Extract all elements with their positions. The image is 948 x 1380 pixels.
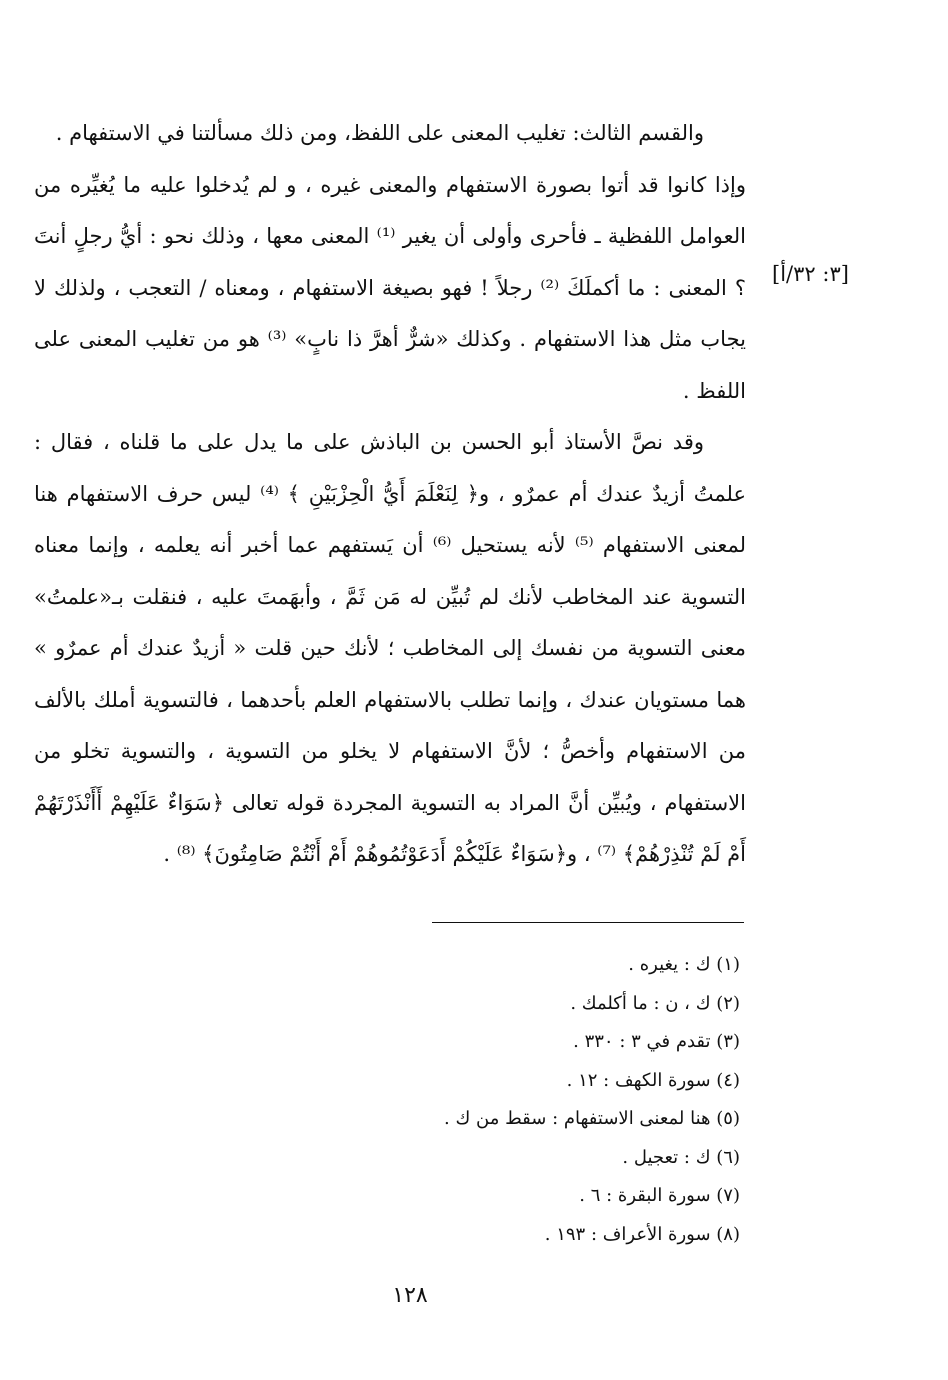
paragraph-3: وقد نصَّ الأستاذ أبو الحسن بن الباذش على ما يدل على ما قلناه ، فقال : علمتُ أزيدٌ عندك أم عمرٌو ، و﴿ لِنَعْلَمَ أَيُّ الْحِزْبَيْنِ ﴾ ⁽⁴⁾ ليس حرف الاستفهام هنا لمعنى الاستفهام ⁽⁵⁾ لأنه يستحيل ⁽⁶⁾ أن يَستفهم عما أخبر أنه يعلمه ، وإنما معناه التسوية عند المخاطب لأنك لم تُبيِّن له مَن ثَمَّ ، وأبهَمتَ عليه ، فنقلت بـ«علمتُ» معنى التسوية من نفسك إلى المخاطب ؛ لأنك حين قلت « أزيدٌ عندك أم عمرٌو » هما مستويان عندك ، وإنما تطلب بالاستفهام العلم بأحدهما ، فالتسوية أملك بالألف من الاستفهام وأخصُّ ؛ لأنَّ الاستفهام لا يخلو من التسوية ، والتسوية تخلو من الاستفهام ، ويُبيِّن أنَّ المراد به التسوية المجردة قوله تعالى ﴿سَوَاءٌ عَلَيْهِمْ أَأَنْذَرْتَهُمْ أَمْ لَمْ تُنْذِرْهُمْ﴾ ⁽⁷⁾ ، و﴿سَوَاءٌ عَلَيْكُمْ أَدَعَوْتُمُوهُمْ أَمْ أَنْتُمْ صَامِتُونَ﴾ ⁽⁸⁾ . <box>34 430 746 866</box>
main-text <box>34 108 746 881</box>
margin-reference: [٣: ٣٢/أ] <box>772 262 849 286</box>
footnote-item: (٦) ك : تعجيل . <box>622 1146 740 1168</box>
footnote-divider <box>432 922 744 923</box>
footnotes-list <box>300 946 740 1254</box>
paragraph-2: وإذا كانوا قد أتوا بصورة الاستفهام والمعنى غيره ، و لم يُدخلوا عليه ما يُغيِّره من العوامل اللفظية ـ فأحرى وأولى أن يغير ⁽¹⁾ المعنى معها ، وذلك نحو : أيُّ رجلٍ أنتَ ؟ المعنى : ما أكملَكَ ⁽²⁾ رجلاً ! فهو بصيغة الاستفهام ، ومعناه / التعجب ، ولذلك لا يجاب مثل هذا الاستفهام . وكذلك «شرٌّ أهرَّ ذا نابٍ» ⁽³⁾ هو من تغليب المعنى على اللفظ . <box>34 172 747 403</box>
page-number: ١٢٨ <box>392 1283 428 1308</box>
footnote-item: (٢) ك ، ن : ما أكلمك . <box>570 992 740 1014</box>
footnote-item: (٥) هنا لمعنى الاستفهام : سقط من ك . <box>444 1108 740 1129</box>
paragraph-1: والقسم الثالث: تغليب المعنى على اللفظ، ومن ذلك مسألتنا في الاستفهام . <box>55 121 704 145</box>
footnote-item: (٨) سورة الأعراف : ١٩٣ . <box>544 1223 740 1245</box>
footnote-item: (١) ك : يغيره . <box>628 954 740 975</box>
footnote-item: (٧) سورة البقرة : ٦ . <box>579 1185 740 1206</box>
footnote-item: (٤) سورة الكهف : ١٢ . <box>566 1069 740 1091</box>
footnote-item: (٣) تقدم في ٣ : ٣٣٠ . <box>573 1031 740 1052</box>
